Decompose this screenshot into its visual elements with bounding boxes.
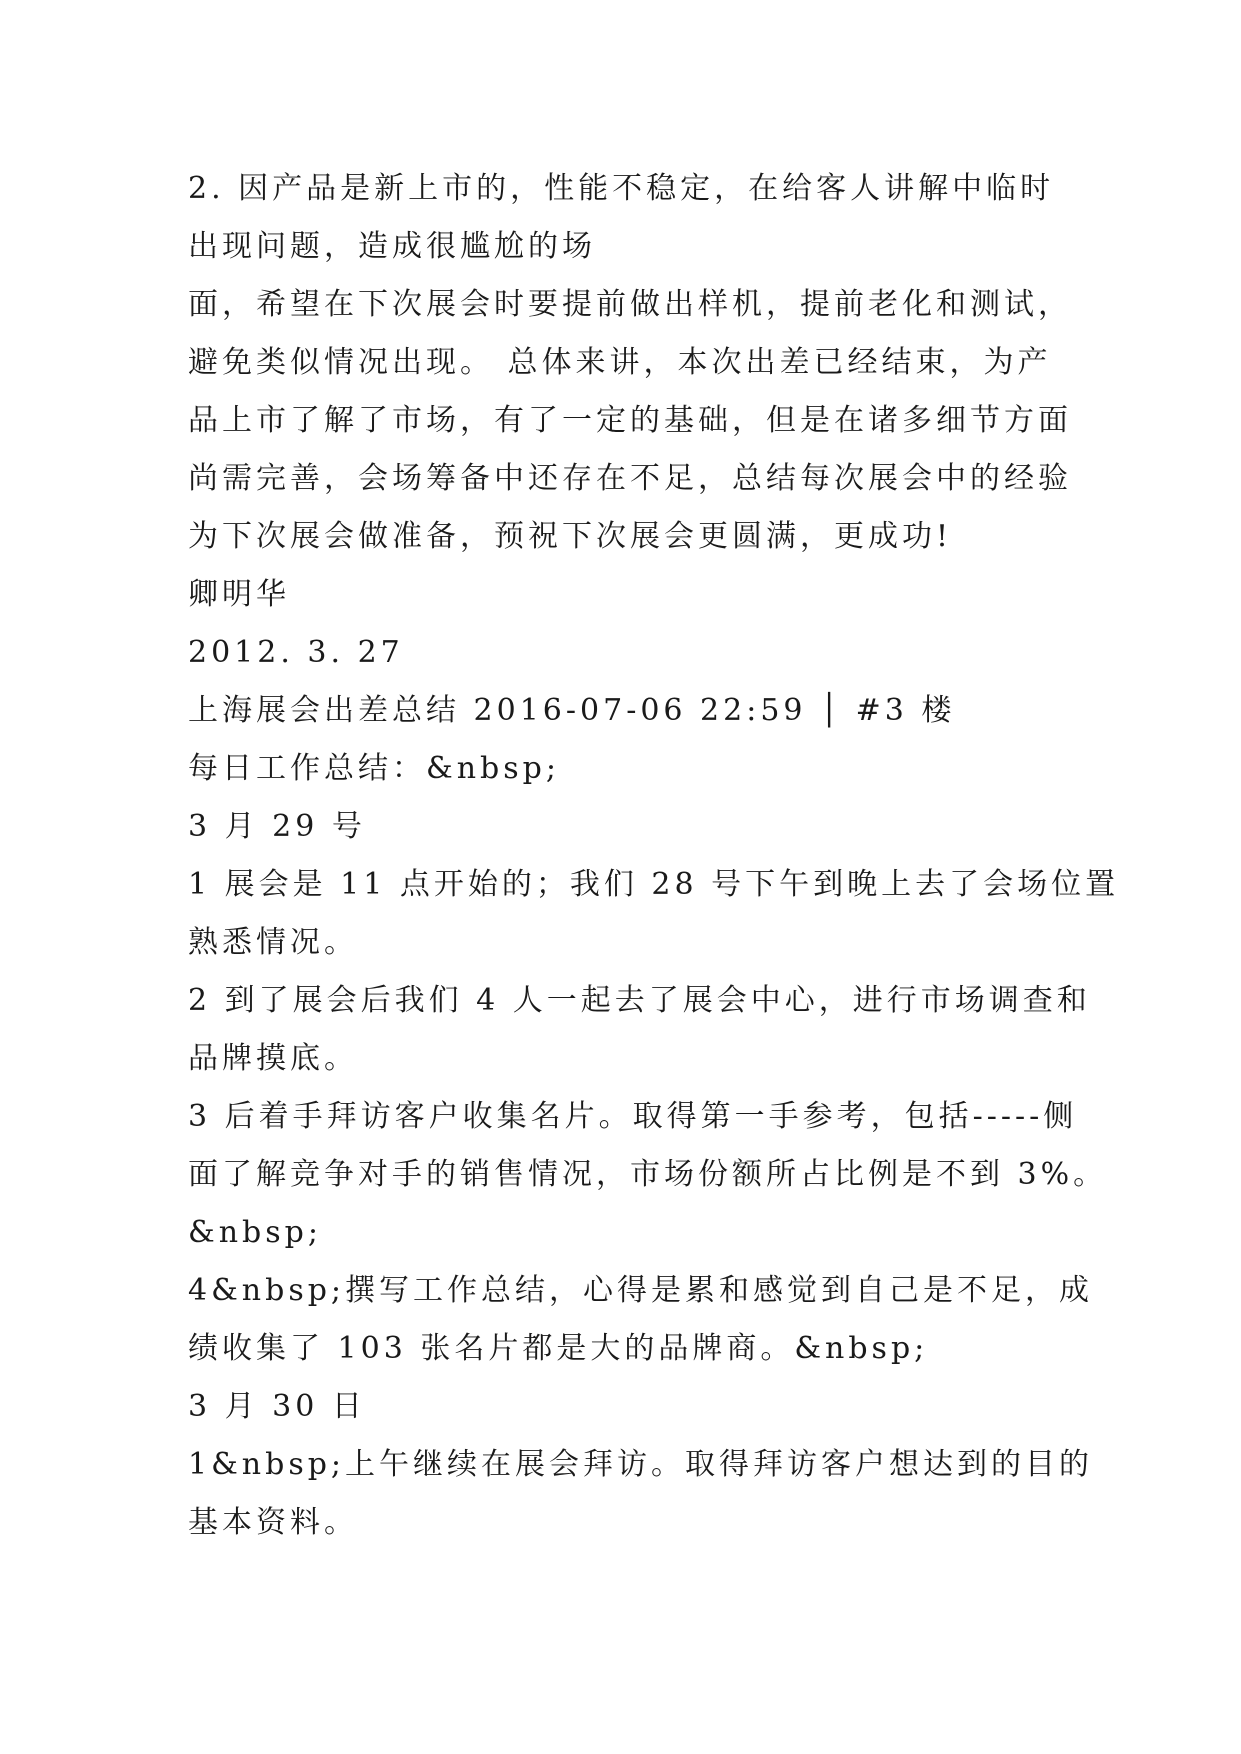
document-body	[188, 160, 1120, 1552]
text-line: 面了解竞争对手的销售情况，市场份额所占比例是不到 3%。	[188, 1157, 1108, 1192]
post-header: 上海展会出差总结 2016-07-06 22:59 │ #3 楼	[188, 693, 956, 728]
text-line: 面，希望在下次展会时要提前做出样机，提前老化和测试，	[188, 287, 1072, 322]
text-line: 2. 因产品是新上市的，性能不稳定，在给客人讲解中临时	[188, 171, 1055, 206]
section-heading: 每日工作总结：&nbsp;	[188, 751, 560, 786]
text-line: 基本资料。	[188, 1505, 358, 1540]
text-line: 2 到了展会后我们 4 人一起去了展会中心，进行市场调查和	[188, 983, 1091, 1018]
text-line: 熟悉情况。	[188, 925, 358, 960]
day-heading: 3 月 30 日	[188, 1389, 366, 1424]
author-name: 卿明华	[188, 577, 290, 612]
text-line: 为下次展会做准备，预祝下次展会更圆满，更成功!	[188, 519, 953, 554]
text-line: 绩收集了 103 张名片都是大的品牌商。&nbsp;	[188, 1331, 929, 1366]
text-line: 3 后着手拜访客户收集名片。取得第一手参考，包括-----侧	[188, 1099, 1078, 1134]
text-line: 4&nbsp;撰写工作总结，心得是累和感觉到自己是不足，成	[188, 1273, 1094, 1308]
text-line: 1&nbsp;上午继续在展会拜访。取得拜访客户想达到的目的	[188, 1447, 1094, 1482]
text-line: 避免类似情况出现。 总体来讲，本次出差已经结束，为产	[188, 345, 1052, 380]
text-line: 尚需完善，会场筹备中还存在不足，总结每次展会中的经验	[188, 461, 1072, 496]
text-line: 出现问题，造成很尴尬的场	[188, 229, 596, 264]
text-line: 1 展会是 11 点开始的；我们 28 号下午到晚上去了会场位置	[188, 867, 1120, 902]
day-heading: 3 月 29 号	[188, 809, 366, 844]
text-line: &nbsp;	[188, 1215, 322, 1250]
text-line: 品牌摸底。	[188, 1041, 358, 1076]
document-date: 2012. 3. 27	[188, 635, 404, 670]
text-line: 品上市了解了市场，有了一定的基础，但是在诸多细节方面	[188, 403, 1072, 438]
